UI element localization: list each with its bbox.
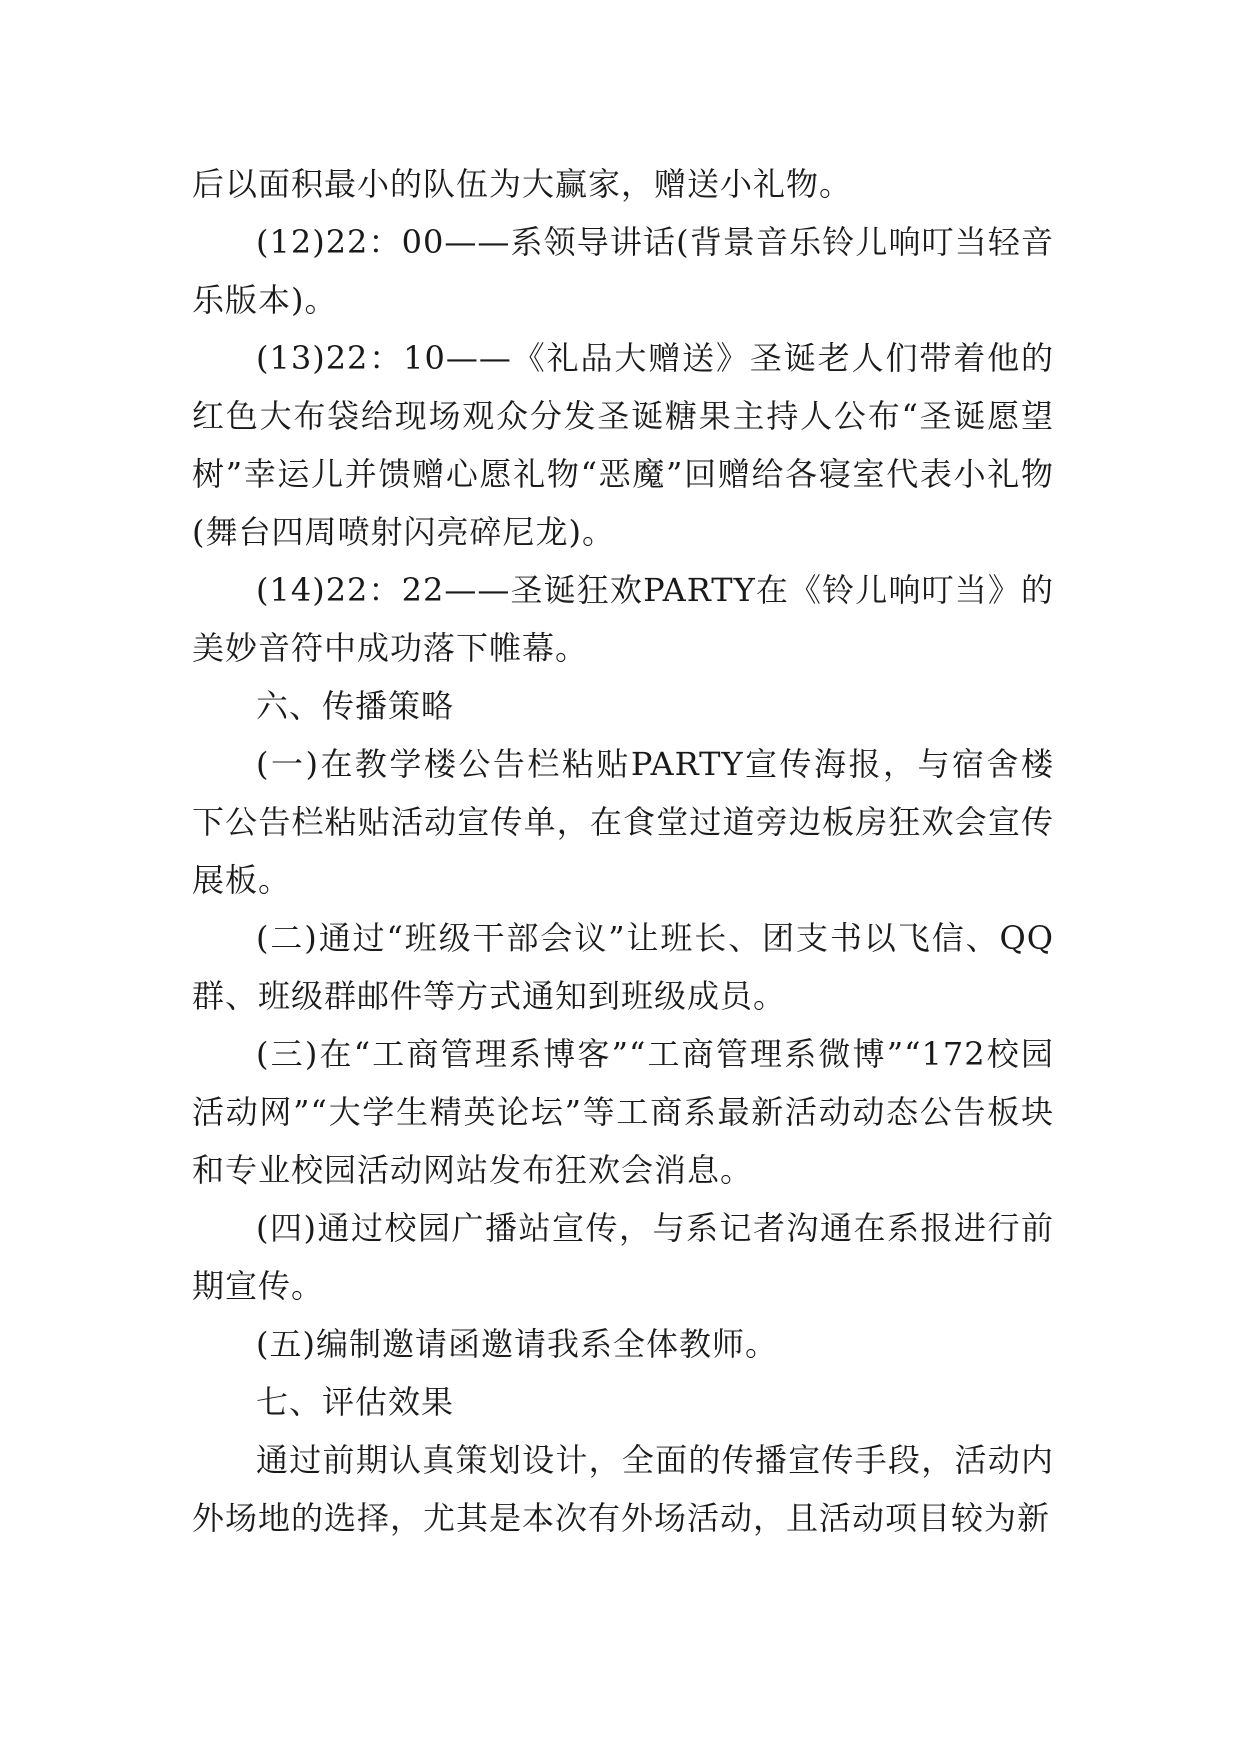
paragraph-strategy-1: (一)在教学楼公告栏粘贴PARTY宣传海报，与宿舍楼下公告栏粘贴活动宣传单，在食堂过道旁边板房狂欢会宣传展板。 (192, 745, 1054, 899)
paragraph-strategy-4: (四)通过校园广播站宣传，与系记者沟通在系报进行前期宣传。 (192, 1209, 1054, 1305)
paragraph-evaluation: 通过前期认真策划设计，全面的传播宣传手段，活动内外场地的选择，尤其是本次有外场活动，且活动项目较为新 (192, 1441, 1054, 1537)
paragraph-continuation: 后以面积最小的队伍为大赢家，赠送小礼物。 (192, 165, 853, 203)
paragraph-schedule-13: (13)22：10——《礼品大赠送》圣诞老人们带着他的红色大布袋给现场观众分发圣诞糖果主持人公布“圣诞愿望树”幸运儿并馈赠心愿礼物“恶魔”回赠给各寝室代表小礼物(舞台四周喷射闪亮碎尼龙)。 (192, 339, 1054, 551)
paragraph-schedule-14: (14)22：22——圣诞狂欢PARTY在《铃儿响叮当》的美妙音符中成功落下帷幕。 (192, 571, 1054, 667)
section-heading-communication-strategy: 六、传播策略 (256, 687, 455, 725)
paragraph-strategy-3: (三)在“工商管理系博客”“工商管理系微博”“172校园活动网”“大学生精英论坛”等工商系最新活动动态公告板块和专业校园活动网站发布狂欢会消息。 (192, 1035, 1054, 1189)
paragraph-strategy-2: (二)通过“班级干部会议”让班长、团支书以飞信、QQ群、班级群邮件等方式通知到班级成员。 (192, 919, 1054, 1015)
paragraph-strategy-5: (五)编制邀请函邀请我系全体教师。 (256, 1325, 778, 1363)
paragraph-schedule-12: (12)22：00——系领导讲话(背景音乐铃儿响叮当轻音乐版本)。 (192, 223, 1054, 319)
document-body (192, 155, 1054, 1547)
section-heading-evaluation: 七、评估效果 (256, 1383, 455, 1421)
